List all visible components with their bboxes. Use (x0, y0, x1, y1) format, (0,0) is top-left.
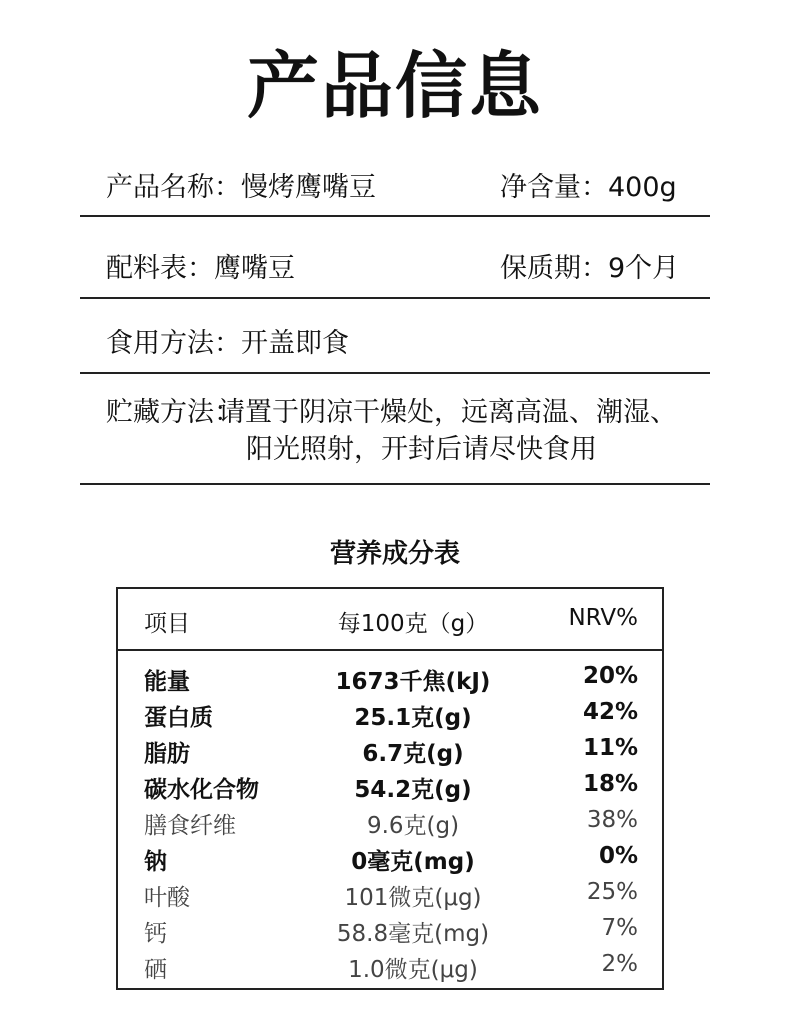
table-row (118, 947, 662, 983)
nutrient-nrv: 0% (598, 843, 638, 869)
net-content: 净含量：400g (500, 172, 677, 203)
storage-line-1: 请置于阴凉干燥处，远离高温、潮湿、 (218, 397, 677, 428)
nutrition-title: 营养成分表 (329, 539, 460, 569)
nutrient-name: 钙 (144, 921, 167, 947)
nutrient-name: 能量 (144, 669, 190, 695)
nutrient-name: 硒 (144, 957, 167, 983)
nutrient-nrv: 38% (586, 807, 638, 833)
storage-label: 贮藏方法： (106, 397, 241, 428)
divider-line (80, 297, 710, 299)
table-row (118, 803, 662, 839)
header-item: 项目 (144, 611, 190, 637)
nutrient-name: 叶酸 (144, 885, 190, 911)
table-row (118, 659, 662, 695)
nutrient-nrv: 18% (582, 771, 638, 797)
nutrient-nrv: 2% (601, 951, 638, 977)
nutrient-amount: 0毫克(mg) (351, 849, 475, 875)
nutrient-name: 脂肪 (144, 741, 190, 767)
shelf-life: 保质期：9个月 (500, 253, 680, 284)
table-row (118, 911, 662, 947)
table-row (118, 839, 662, 875)
nutrient-amount: 1.0微克(μg) (348, 957, 478, 983)
header-nrv: NRV% (568, 605, 638, 631)
nutrient-name: 钠 (144, 849, 167, 875)
storage-line-2: 阳光照射，开封后请尽快食用 (246, 434, 597, 465)
table-row (118, 767, 662, 803)
table-row (118, 731, 662, 767)
table-row (118, 695, 662, 731)
nutrient-amount: 58.8毫克(mg) (336, 921, 490, 947)
nutrient-name: 膳食纤维 (144, 813, 236, 839)
page-title: 产品信息 (246, 44, 543, 128)
usage: 食用方法：开盖即食 (106, 328, 349, 359)
nutrient-nrv: 25% (586, 879, 638, 905)
nutrient-nrv: 20% (582, 663, 638, 689)
divider-line (80, 372, 710, 374)
header-amount: 每100克（g） (337, 611, 489, 637)
nutrient-amount: 54.2克(g) (354, 777, 472, 803)
nutrient-amount: 6.7克(g) (362, 741, 464, 767)
nutrition-divider (118, 649, 662, 651)
divider-line (80, 483, 710, 485)
nutrient-name: 碳水化合物 (144, 777, 259, 803)
nutrition-table (116, 587, 664, 990)
nutrient-nrv: 7% (601, 915, 638, 941)
divider-line (80, 215, 710, 217)
nutrient-name: 蛋白质 (144, 705, 213, 731)
nutrient-amount: 101微克(μg) (344, 885, 482, 911)
nutrient-amount: 9.6克(g) (366, 813, 460, 839)
table-row (118, 875, 662, 911)
nutrient-nrv: 11% (582, 735, 638, 761)
nutrition-header (118, 589, 662, 649)
product-name: 产品名称：慢烤鹰嘴豆 (106, 172, 376, 203)
storage-value (218, 394, 726, 468)
nutrient-amount: 1673千焦(kJ) (335, 669, 491, 695)
nutrient-amount: 25.1克(g) (354, 705, 472, 731)
nutrient-nrv: 42% (582, 699, 638, 725)
ingredients: 配料表：鹰嘴豆 (106, 253, 295, 284)
